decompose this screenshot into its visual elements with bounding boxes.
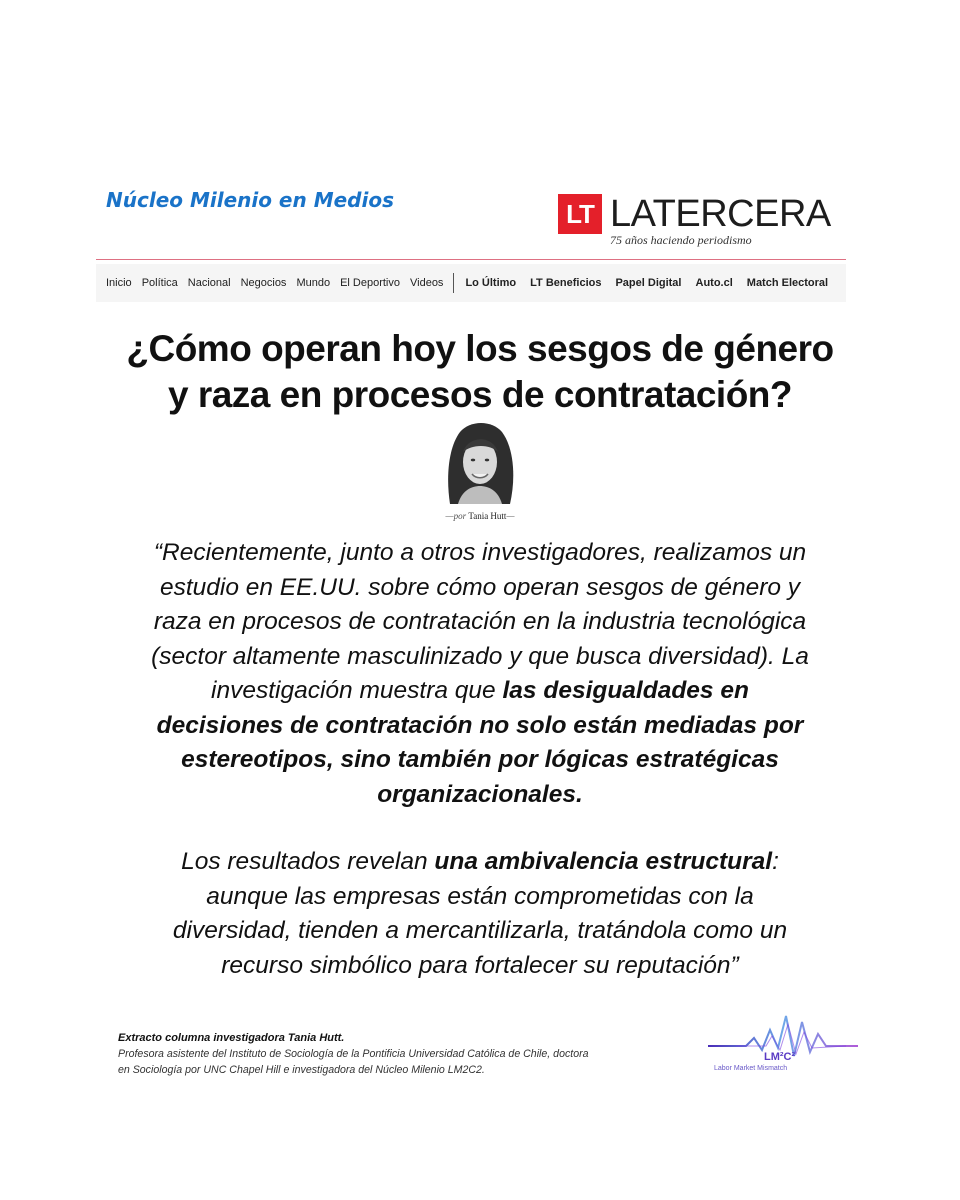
nav-item-lt-beneficios[interactable]: LT Beneficios <box>530 277 602 289</box>
quote-1-emphasis-2: estereotipos, sino también por lógicas estratégicas <box>181 746 779 773</box>
nav-item-negocios[interactable]: Negocios <box>240 277 287 289</box>
nav-item-videos[interactable]: Videos <box>410 277 444 289</box>
quote-1-line-1: “Recientemente, junto a otros investigadores, realizamos un <box>153 539 807 566</box>
quote-1-line-5: investigación muestra que <box>211 677 503 704</box>
nav-item-auto-cl[interactable]: Auto.cl <box>695 277 733 289</box>
logo-tagline: 75 años haciendo periodismo <box>610 233 752 247</box>
headline-line-1: ¿Cómo operan hoy los sesgos de género <box>126 328 834 369</box>
nav-item-match-electoral[interactable]: Match Electoral <box>746 277 829 289</box>
nav-item-nacional[interactable]: Nacional <box>187 277 231 289</box>
quote-1-emphasis-3: organizacionales. <box>377 780 583 808</box>
nav-item-el-deportivo[interactable]: El Deportivo <box>340 277 400 289</box>
quote-paragraph-2 <box>70 845 890 983</box>
quote-2-line-4: recurso simbólico para fortalecer su reputación” <box>221 951 739 979</box>
article-headline <box>60 326 900 418</box>
nav-divider <box>453 273 454 293</box>
nav-item-mundo[interactable]: Mundo <box>296 277 331 289</box>
caption-line-1: Profesora asistente del Instituto de Sociología de la Pontificia Universidad Católica de Chile, doctora <box>118 1048 589 1060</box>
quote-1-line-3: raza en procesos de contratación en la industria tecnológica <box>153 608 807 635</box>
headline-line-2: y raza en procesos de contratación? <box>167 374 793 415</box>
quote-1-line-4: (sector altamente masculinizado y que busca diversidad). La <box>151 642 809 670</box>
quote-2-emphasis: una ambivalencia estructural <box>434 848 773 875</box>
section-label: Núcleo Milenio en Medios <box>106 188 394 212</box>
nav-item-politica[interactable]: Política <box>141 277 178 289</box>
caption-title: Extracto columna investigadora Tania Hutt. <box>118 1032 345 1044</box>
quote-2-line-3: diversidad, tienden a mercantilizarla, tratándola como un <box>172 917 788 944</box>
byline: —por Tania Hutt— <box>445 511 515 521</box>
byline-prefix: por <box>453 511 467 521</box>
quote-1-line-2: estudio en EE.UU. sobre cómo operan sesgos de género y <box>159 573 801 601</box>
main-nav <box>96 264 846 302</box>
quote-2-line-1: Los resultados revelan <box>181 848 435 875</box>
author-avatar <box>438 418 522 504</box>
lm2c2-subtitle: Labor Market Mismatch <box>714 1065 788 1072</box>
logo-wordmark: LATERCERA <box>610 193 831 235</box>
la-tercera-logo[interactable] <box>558 194 831 234</box>
quote-2-colon: : <box>772 848 779 875</box>
caption <box>118 1030 678 1078</box>
quote-1-emphasis-1: decisiones de contratación no solo están mediadas por <box>156 711 804 739</box>
lm2c2-logo <box>706 1008 860 1072</box>
logo-badge: LT <box>558 194 602 234</box>
nav-item-lo-ultimo[interactable]: Lo Último <box>465 277 517 289</box>
quote-paragraph-1 <box>70 536 890 812</box>
header-divider <box>96 259 846 260</box>
caption-line-2: en Sociología por UNC Chapel Hill e investigadora del Núcleo Milenio LM2C2. <box>118 1064 485 1076</box>
quote-1-emphasis-start: las desigualdades en <box>502 677 749 704</box>
lm2c2-wordmark: LM²C² <box>764 1051 796 1063</box>
nav-item-papel-digital[interactable]: Papel Digital <box>615 277 682 289</box>
quote-2-line-2: aunque las empresas están comprometidas con la <box>206 882 754 910</box>
byline-author: Tania Hutt <box>468 511 507 521</box>
nav-item-inicio[interactable]: Inicio <box>106 277 132 289</box>
